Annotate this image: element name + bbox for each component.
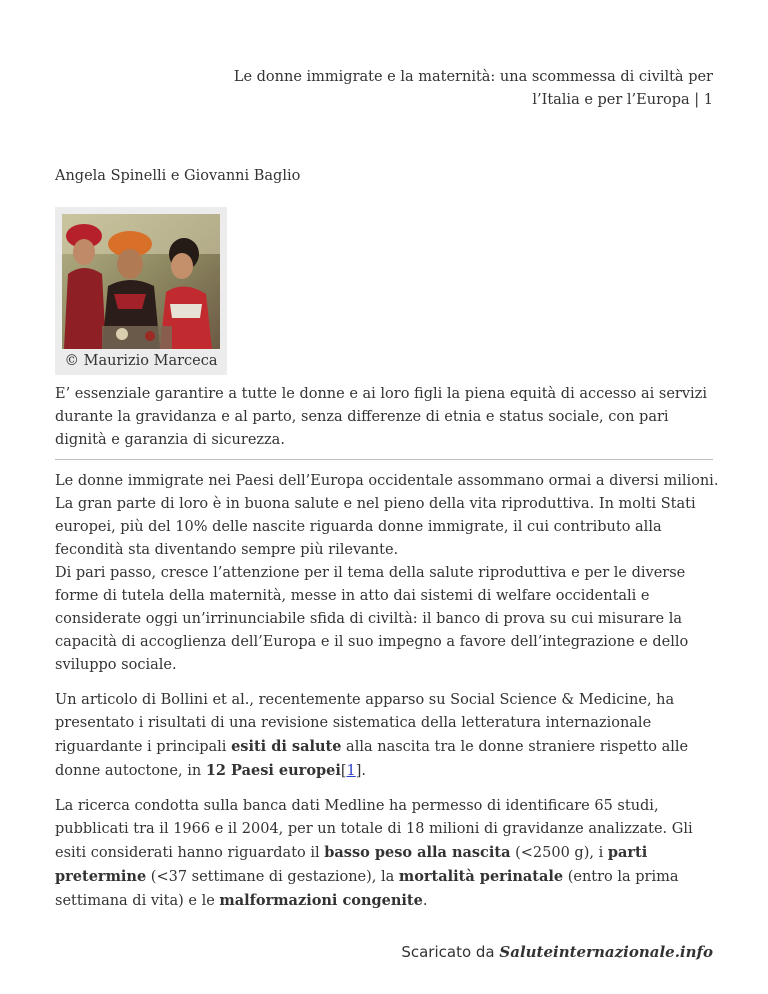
photo-caption: © Maurizio Marceca <box>64 353 218 369</box>
paragraph-3-text: . <box>422 893 428 909</box>
paragraph-2-text: alla nascita tra le donne straniere rispetto alle donne autoctone, in <box>55 739 689 779</box>
bold-paesi-europei: 12 Paesi europei <box>205 762 341 779</box>
paragraph-2-text: Un articolo di Bollini et al., recentemente apparso su Social Science & Medicine, ha presentato i risultati di una revisione sistematica della letteratura internazionale riguardante i principali <box>55 692 675 755</box>
paragraph-1-part-a: Le donne immigrate nei Paesi dell’Europa occidentale assommano ormai a diversi milioni. La gran parte di loro è in buona salute e nel pieno della vita riproduttiva. In molti Stati europei, più del 10% delle nascite riguarda donne immigrate, il cui contributo alla fecondità sta diventando sempre più rilevante. <box>55 473 719 558</box>
authors: Angela Spinelli e Giovanni Baglio <box>55 168 301 184</box>
page-header <box>233 66 713 112</box>
bold-malformazioni-congenite: malformazioni congenite <box>219 892 423 909</box>
header-title-line-1: Le donne immigrate e la maternità: una scommessa di civiltà per <box>233 69 713 85</box>
bold-basso-peso: basso peso alla nascita <box>324 844 511 861</box>
paragraph-3-text: La ricerca condotta sulla banca dati Medline ha permesso di identificare 65 studi, pubblicati tra il 1966 e il 2004, per un totale di 18 milioni di gravidanze analizzate. Gli esiti considerati hanno riguardato il <box>55 798 693 861</box>
paragraph-2 <box>55 689 719 783</box>
footer-site-name: Saluteinternazionale.info <box>499 943 713 961</box>
paragraph-3-text: (entro la prima settimana di vita) e le <box>55 869 679 909</box>
reference-bracket: [ <box>340 763 347 779</box>
bold-esiti-di-salute: esiti di salute <box>231 738 342 755</box>
lead-paragraph: E’ essenziale garantire a tutte le donne e ai loro figli la piena equità di accesso ai servizi durante la gravidanza e al parto, senza differenze di etnia e status sociale, con pari dignità e garanzia di sicurezza. <box>55 386 707 448</box>
page-footer <box>401 943 713 961</box>
paragraph-3-text: (<2500 g), i <box>510 845 608 861</box>
paragraph-1 <box>55 470 719 677</box>
reference-link[interactable]: 1 <box>346 763 356 779</box>
paragraph-1-part-b: Di pari passo, cresce l’attenzione per il tema della salute riproduttiva e per le diverse forme di tutela della maternità, messe in atto dai sistemi di welfare occidentali e considerate oggi un’irrinunciabile sfida di civiltà: il banco di prova su cui misurare la capacità di accoglienza dell’Europa e il suo impegno a favore dell’integrazione e dello sviluppo sociale. <box>55 565 689 673</box>
photo-women-image <box>62 214 220 349</box>
photo-figure <box>55 207 227 375</box>
paragraph-3-text: (<37 settimane di gestazione), la <box>146 869 399 885</box>
paragraph-3 <box>55 795 719 913</box>
bold-parti-pretermine: parti pretermine <box>55 844 648 885</box>
bold-mortalita-perinatale: mortalità perinatale <box>398 868 564 885</box>
footer-prefix: Scaricato da <box>401 943 500 961</box>
header-title-line-2: l’Italia e per l’Europa | 1 <box>532 92 713 108</box>
divider <box>55 459 713 460</box>
reference-bracket: ]. <box>355 763 367 779</box>
article-body <box>55 470 719 925</box>
